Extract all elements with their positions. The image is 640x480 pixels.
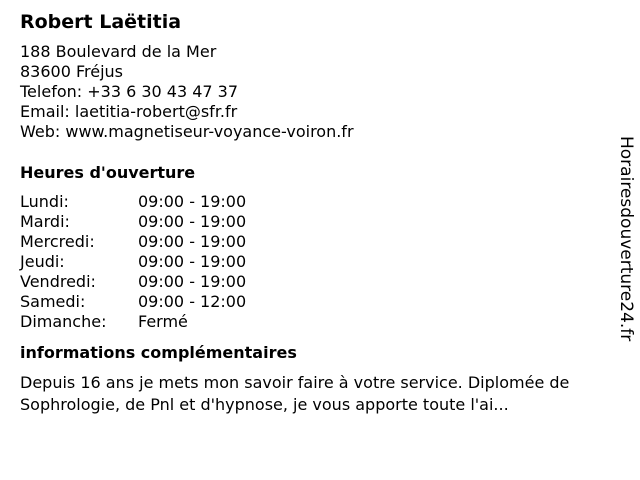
hours-day: Lundi: [20,192,69,211]
opening-hours-heading: Heures d'ouverture [20,163,196,182]
hours-row-tuesday [20,212,246,232]
hours-row-sunday [20,312,246,332]
hours-time: 09:00 - 19:00 [138,212,247,231]
hours-time: 09:00 - 12:00 [138,292,247,311]
address-street: 188 Boulevard de la Mer [20,42,217,61]
hours-day: Samedi: [20,292,86,311]
site-watermark: Horairesdouverture24.fr [616,136,636,342]
hours-day: Mardi: [20,212,70,231]
additional-info-heading: informations complémentaires [20,343,297,362]
phone-line[interactable]: Telefon: +33 6 30 43 47 37 [20,82,239,101]
hours-time: 09:00 - 19:00 [138,272,247,291]
hours-time: 09:00 - 19:00 [138,192,247,211]
hours-day: Jeudi: [20,252,65,271]
hours-row-thursday [20,252,246,272]
hours-row-friday [20,272,246,292]
hours-time: Fermé [138,312,188,331]
business-name: Robert Laëtitia [20,11,182,33]
hours-time: 09:00 - 19:00 [138,232,247,251]
hours-day: Mercredi: [20,232,95,251]
email-line[interactable]: Email: laetitia-robert@sfr.fr [20,102,238,121]
business-card [20,9,620,416]
website-line[interactable]: Web: www.magnetiseur-voyance-voiron.fr [20,122,354,141]
hours-day: Vendredi: [20,272,96,291]
hours-row-saturday [20,292,246,312]
additional-info-text: Depuis 16 ans je mets mon savoir faire à votre service. Diplomée de Sophrologie, de Pnl et d'hypnose, je vous apporte toute l'ai... [20,373,570,414]
hours-row-monday [20,192,246,212]
hours-day: Dimanche: [20,312,107,331]
opening-hours-table [20,192,246,332]
hours-time: 09:00 - 19:00 [138,252,247,271]
address-city: 83600 Fréjus [20,62,124,81]
hours-row-wednesday [20,232,246,252]
